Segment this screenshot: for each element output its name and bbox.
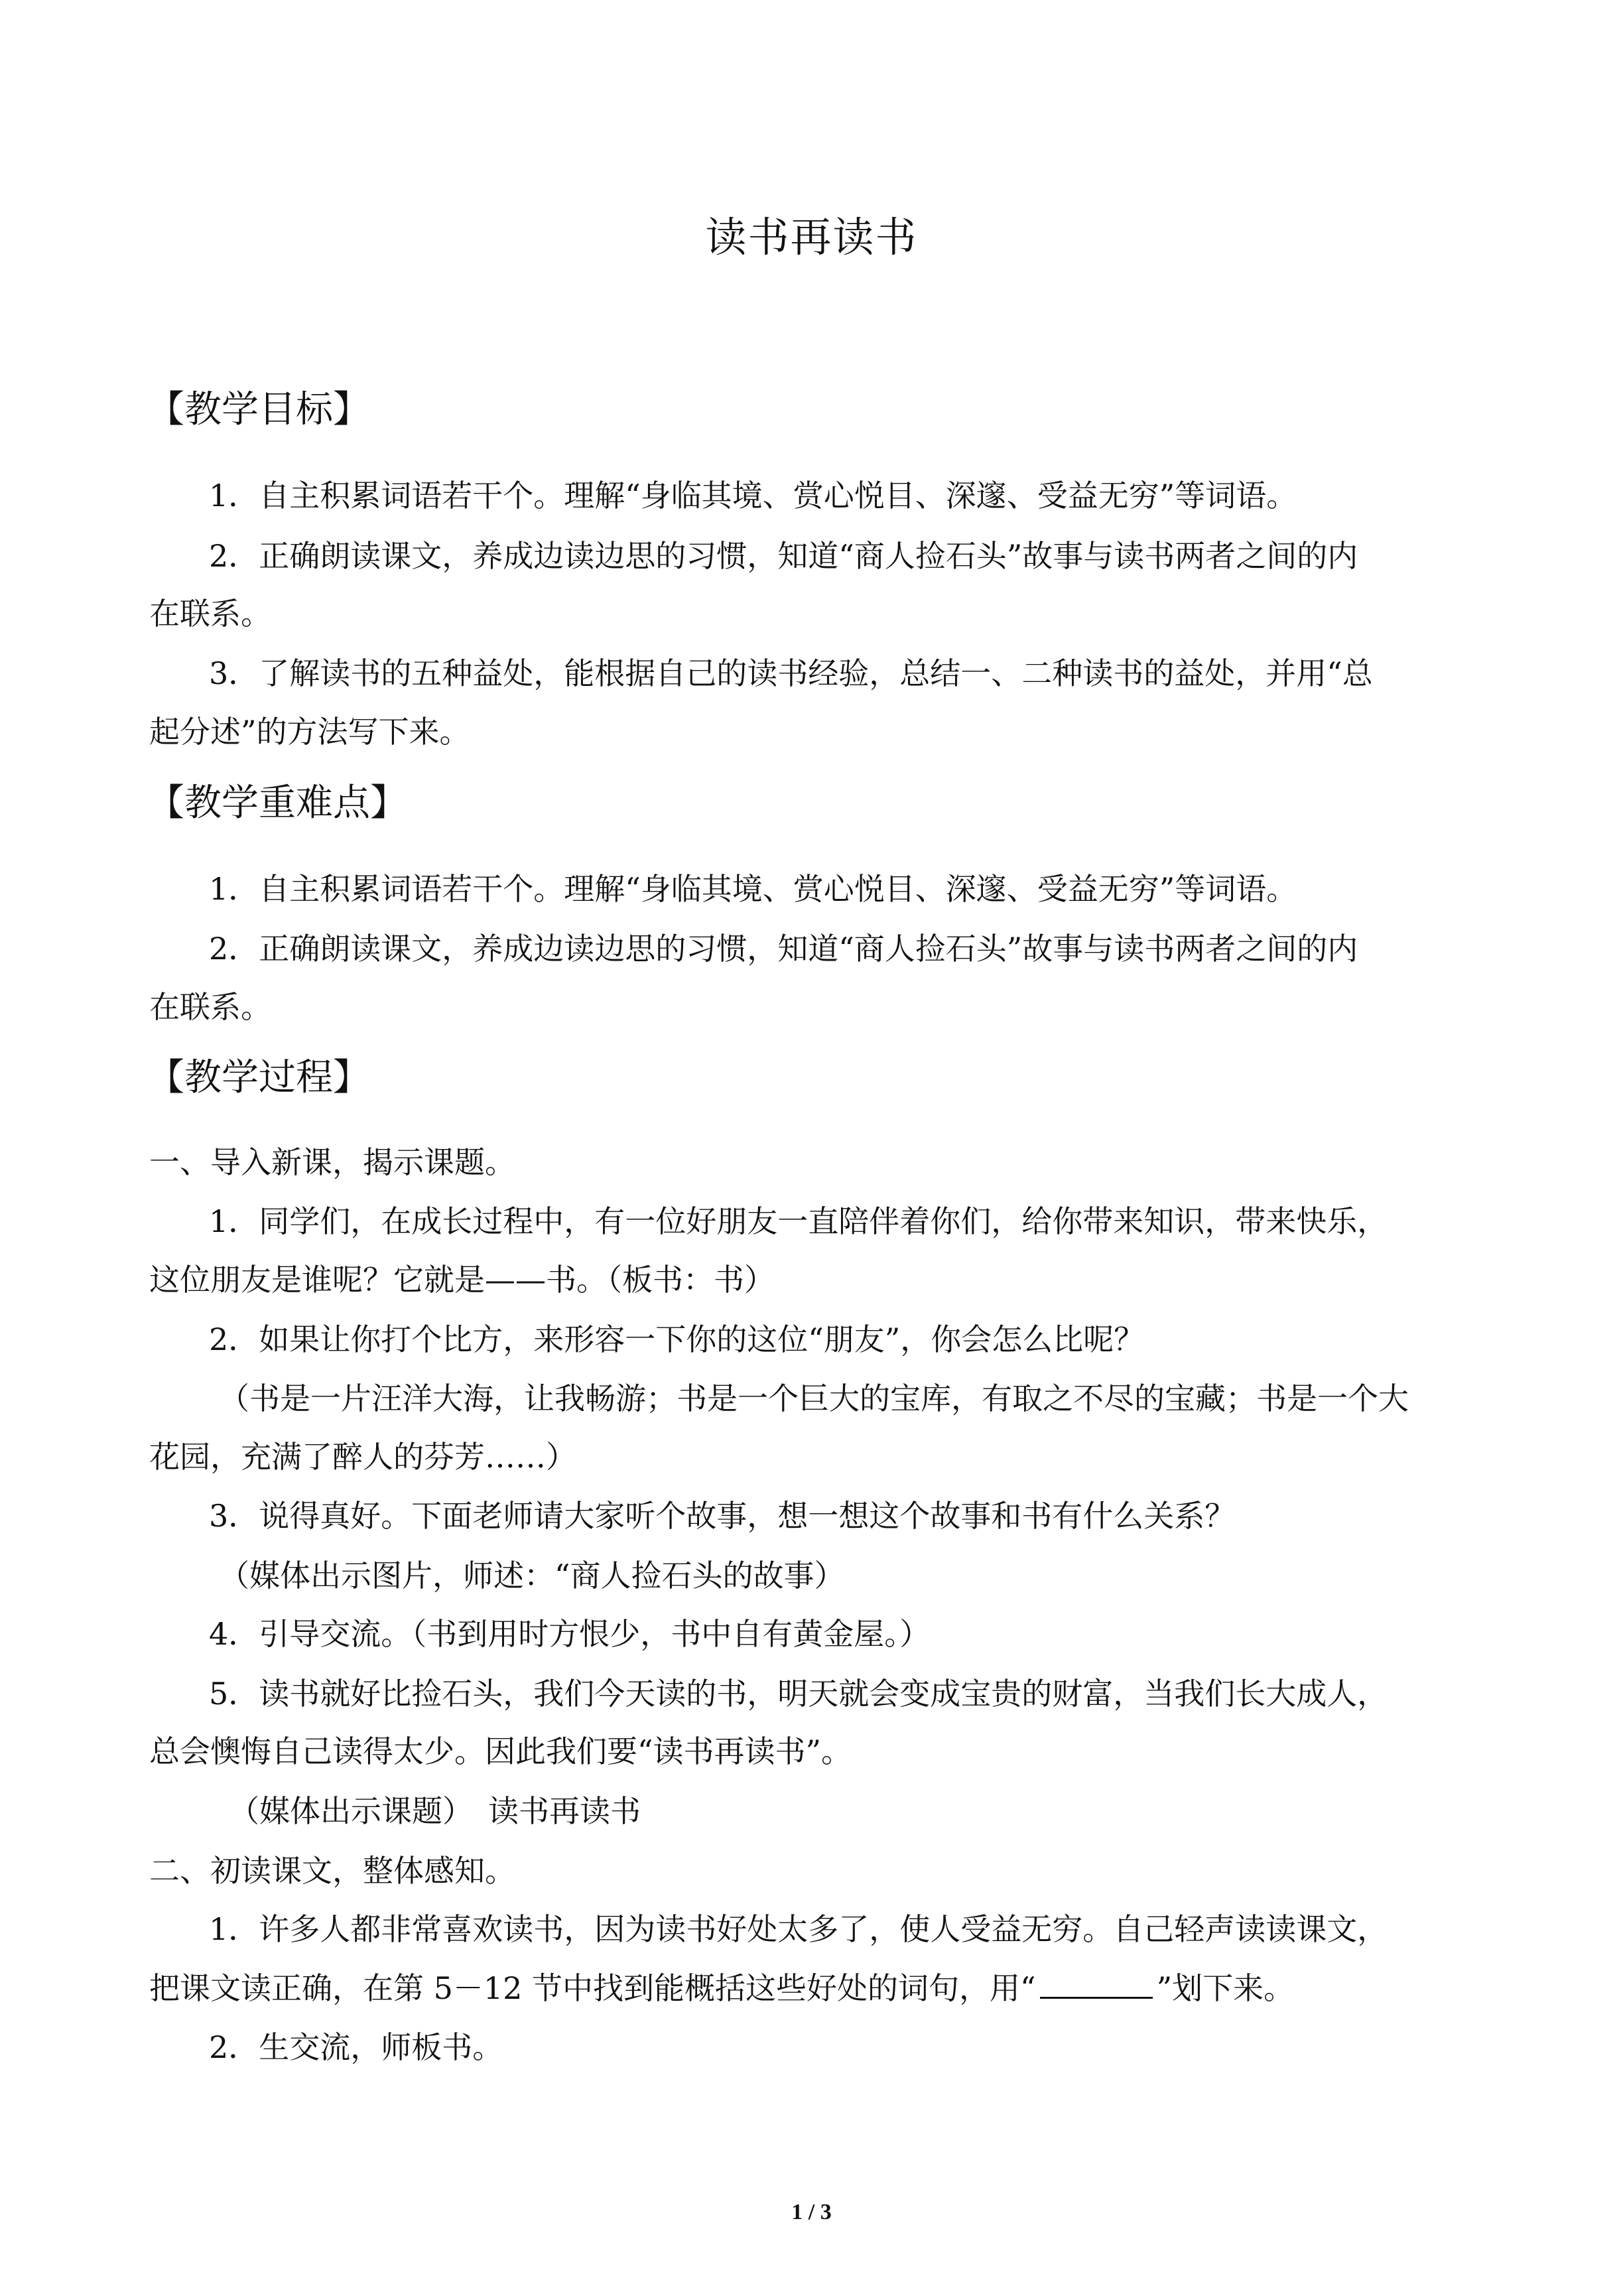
section-heading-goals: 【教学目标】 [147, 388, 370, 431]
process-line: 5．读书就好比捡石头，我们今天读的书，明天就会变成宝贵的财富，当我们长大成人， [209, 1676, 1388, 1712]
process-line: （媒体出示图片，师述：“商人捡石头的故事） [219, 1558, 845, 1593]
process-line: 花园，充满了醉人的芬芳……） [149, 1439, 576, 1475]
process-step-2-title: 二、初读课文，整体感知。 [149, 1853, 515, 1889]
underline-blank [1040, 1970, 1153, 1999]
goal-item-2-cont: 在联系。 [149, 596, 271, 632]
process-line: 1．同学们，在成长过程中，有一位好朋友一直陪伴着你们，给你带来知识，带来快乐， [209, 1203, 1388, 1239]
key-point-item-2-cont: 在联系。 [149, 989, 271, 1025]
section-heading-key-points: 【教学重难点】 [147, 781, 407, 825]
process-line-part-a: 把课文读正确，在第 5－12 节中找到能概括这些好处的词句，用“ [149, 1970, 1036, 2006]
section-heading-process: 【教学过程】 [147, 1056, 370, 1099]
process-line: 3．说得真好。下面老师请大家听个故事，想一想这个故事和书有什么关系？ [209, 1498, 1236, 1534]
goal-item-3: 3．了解读书的五种益处，能根据自己的读书经验，总结一、二种读书的益处，并用“总 [209, 655, 1373, 691]
goal-item-2: 2．正确朗读课文，养成边读边思的习惯，知道“商人捡石头”故事与读书两者之间的内 [209, 538, 1358, 574]
process-line: 总会懊悔自己读得太少。因此我们要“读书再读书”。 [149, 1733, 852, 1769]
page-number: 1 / 3 [791, 2200, 832, 2224]
process-line: （书是一片汪洋大海，让我畅游；书是一个巨大的宝库，有取之不尽的宝藏；书是一个大 [219, 1381, 1409, 1416]
key-point-item-2: 2．正确朗读课文，养成边读边思的习惯，知道“商人捡石头”故事与读书两者之间的内 [209, 931, 1358, 967]
process-line: 2．如果让你打个比方，来形容一下你的这位“朋友”，你会怎么比呢？ [209, 1321, 1145, 1357]
key-point-item-1: 1．自主积累词语若干个。理解“身临其境、赏心悦目、深邃、受益无穷”等词语。 [209, 871, 1297, 907]
page-title: 读书再读书 [705, 213, 918, 261]
process-line: 2．生交流，师板书。 [209, 2029, 503, 2065]
goal-item-1: 1．自主积累词语若干个。理解“身临其境、赏心悦目、深邃、受益无穷”等词语。 [209, 478, 1297, 513]
process-line: 1．许多人都非常喜欢读书，因为读书好处太多了，使人受益无穷。自己轻声读读课文， [209, 1911, 1388, 1947]
process-step-1-title: 一、导入新课，揭示课题。 [149, 1144, 515, 1180]
process-line-with-blank [149, 1968, 1294, 2008]
process-line: 这位朋友是谁呢？它就是——书。（板书：书） [149, 1262, 775, 1298]
process-line: 4．引导交流。（书到用时方恨少，书中自有黄金屋。） [209, 1616, 931, 1652]
process-line: （媒体出示课题） 读书再读书 [229, 1793, 641, 1829]
goal-item-3-cont: 起分述”的方法写下来。 [149, 714, 470, 750]
process-line-part-b: ”划下来。 [1156, 1970, 1295, 2006]
